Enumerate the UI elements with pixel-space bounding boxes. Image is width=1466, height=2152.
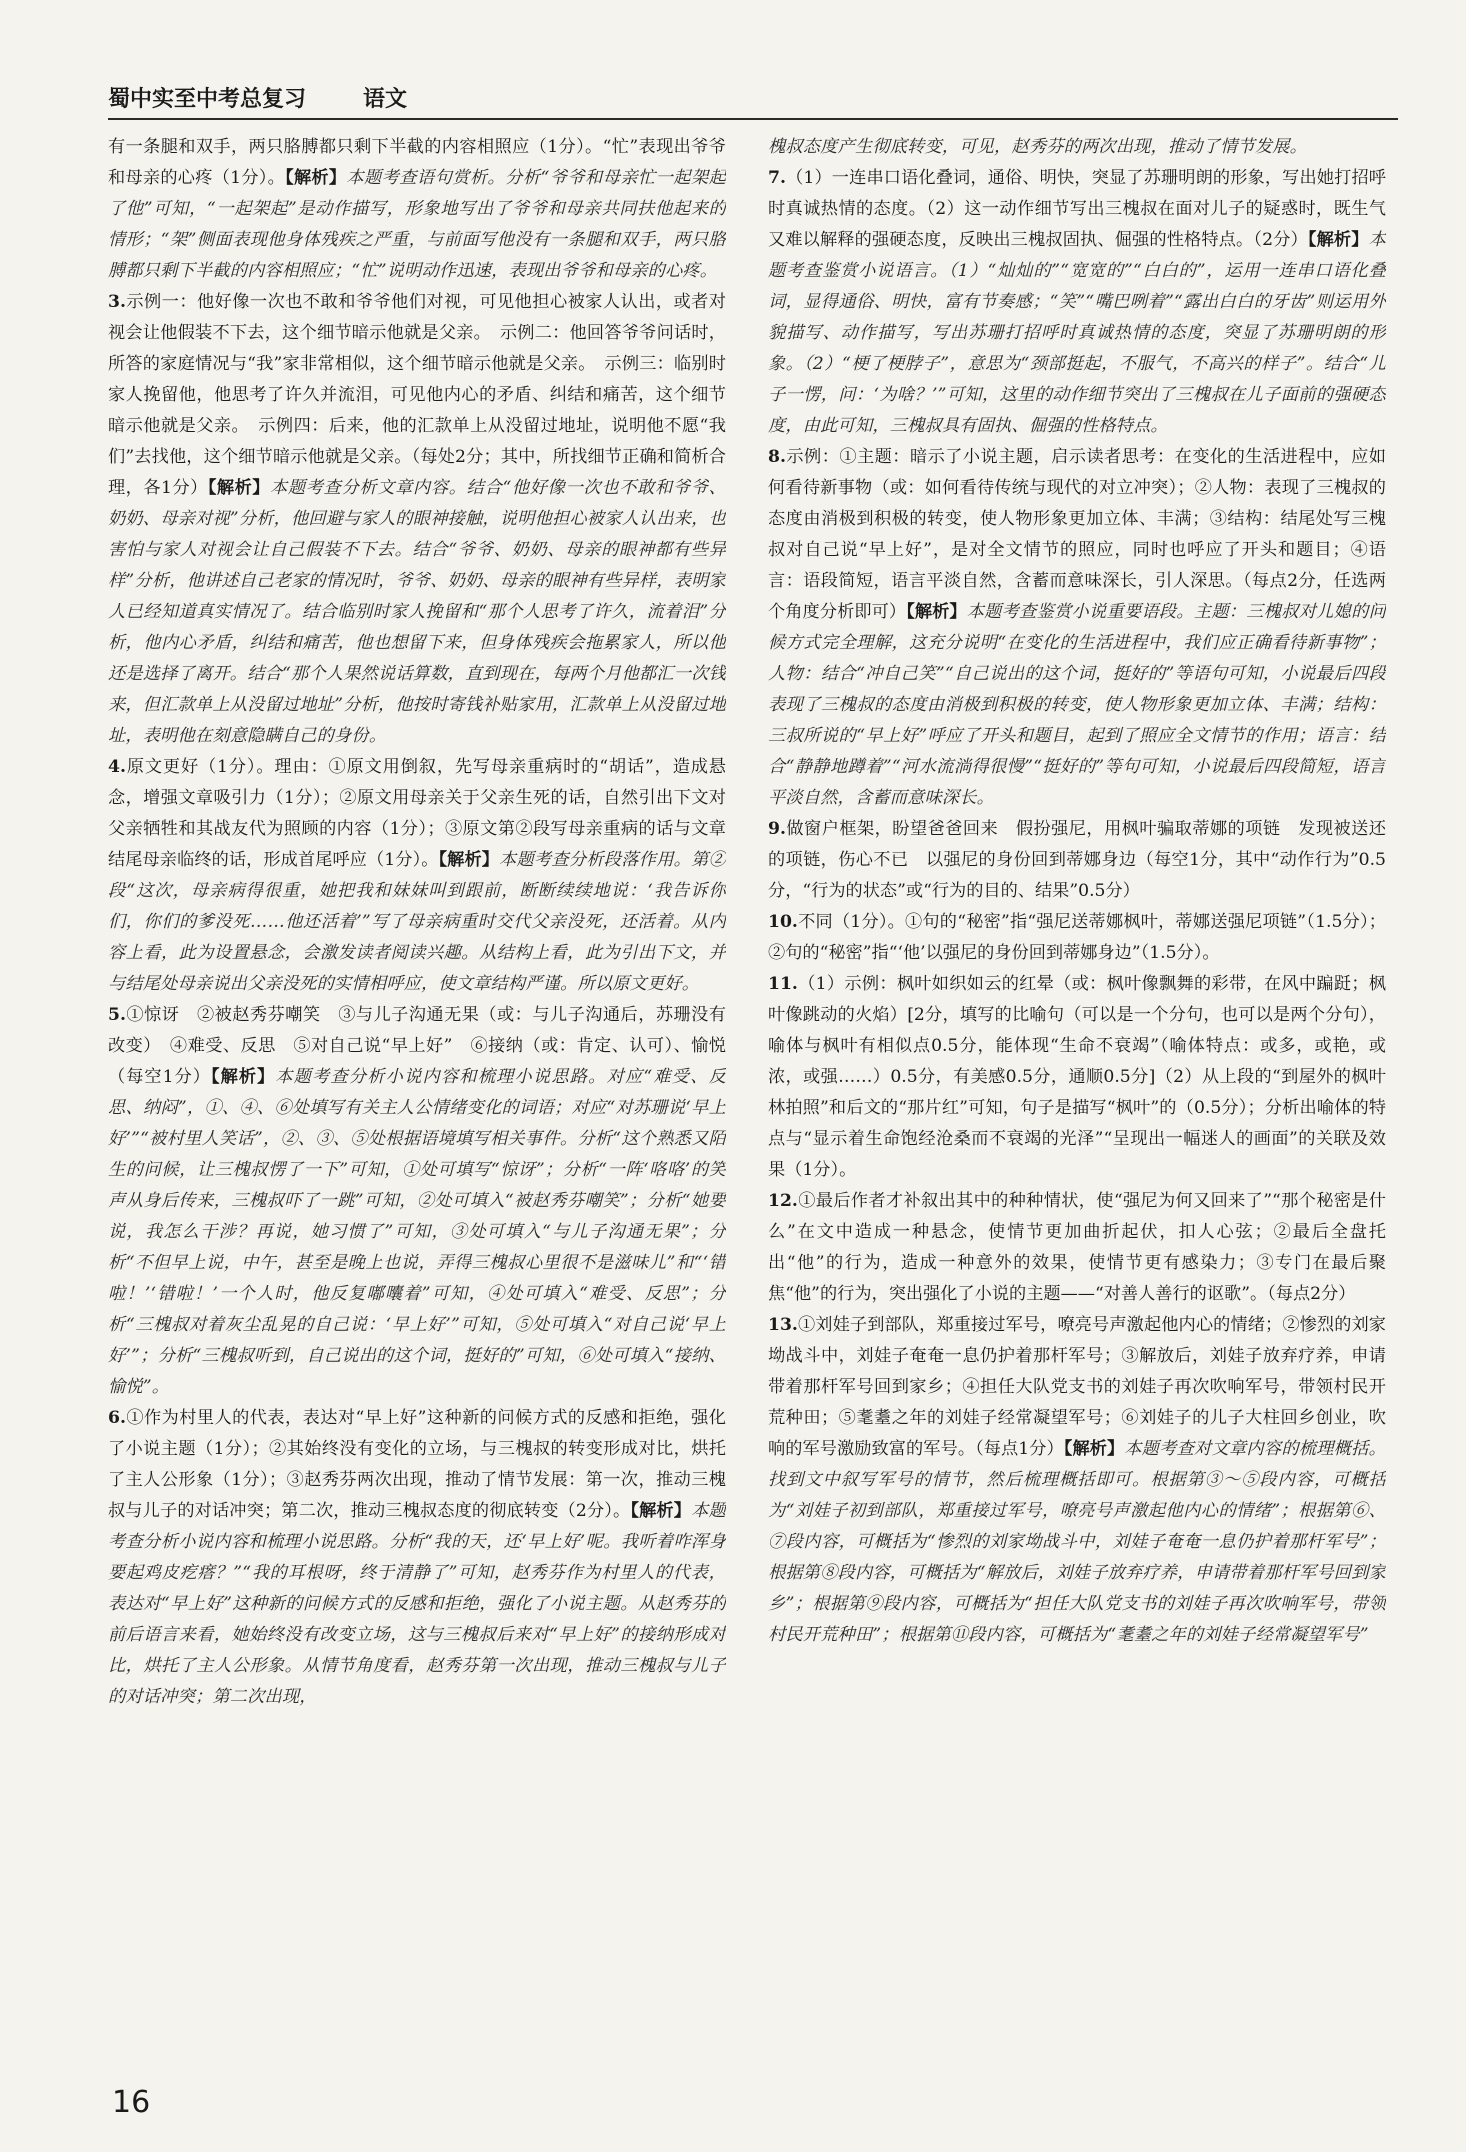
question-number: 13. bbox=[768, 1315, 798, 1335]
analysis-tag: 【解析】 bbox=[285, 168, 347, 188]
analysis-text: 本题考查对文章内容的梳理概括。找到文中叙写军号的情节，然后梳理概括即可。根据第③～⑤段内容，可概括为“刘娃子初到部队，郑重接过军号，嘹亮号声激起他内心的情绪”；根据第⑥、⑦段内容，可概括为“惨烈的刘家坳战斗中，刘娃子奄奄一息仍护着那杆军号”；根据第⑧段内容，可概括为“解放后，刘娃子放弃疗养，申请带着那杆军号回到家乡”；根据第⑨段内容，可概括为“担任大队党支书的刘娃子再次吹响军号，带领村民开荒种田”；根据第⑪段内容，可概括为“耄耋之年的刘娃子经常凝望军号” bbox=[768, 1439, 1386, 1645]
page-number: 16 bbox=[112, 2085, 151, 2120]
answer-text: 做窗户框架，盼望爸爸回来 假扮强尼，用枫叶骗取蒂娜的项链 发现被送还的项链，伤心不已 以强尼的身份回到蒂娜身边（每空1分，其中“动作行为”0.5分，“行为的状态”或“行为的目的、结果”0.5分） bbox=[768, 819, 1386, 901]
analysis-text: 本题考查鉴赏小说语言。（1）“灿灿的”“宽宽的”“白白的”，运用一连串口语化叠词，显得通俗、明快，富有节奏感；“笑”“嘴巴咧着”“露出白白的牙齿”则运用外貌描写、动作描写，写出苏珊打招呼时真诚热情的态度，突显了苏珊明朗的形象。（2）“梗了梗脖子”，意思为“颈部挺起，不服气，不高兴的样子”。结合“儿子一愣，问：‘为啥？’”可知，这里的动作细节突出了三槐叔在儿子面前的强硬态度，由此可知，三槐叔具有固执、倔强的性格特点。 bbox=[768, 230, 1386, 436]
question-number: 9. bbox=[768, 819, 786, 839]
analysis-text: 槐叔态度产生彻底转变，可见，赵秀芬的两次出现，推动了情节发展。 bbox=[768, 137, 1308, 157]
analysis-text: 本题考查鉴赏小说重要语段。主题：三槐叔对儿媳的问候方式完全理解，这充分说明“在变化的生活进程中，我们应正确看待新事物”；人物：结合“冲自己笑”“自己说出的这个词，挺好的”等语句可知，小说最后四段表现了三槐叔的态度由消极到积极的转变，使人物形象更加立体、丰满；结构：三叔所说的“早上好”呼应了开头和题目，起到了照应全文情节的作用；语言：结合“静静地蹲着”“河水流淌得很慢”“挺好的”等句可知，小说最后四段简短，语言平淡自然，含蓄而意味深长。 bbox=[768, 602, 1386, 808]
question-number: 12. bbox=[768, 1191, 798, 1211]
question-number: 3. bbox=[108, 292, 126, 312]
answer-text: 原文更好（1分）。理由：①原文用倒叙，先写母亲重病时的“胡话”，造成悬念，增强文章吸引力（1分）；②原文用母亲关于父亲生死的话，自然引出下文对父亲牺牲和其战友代为照顾的内容（1分）；③原文第②段写母亲重病的话与文章结尾母亲临终的话，形成首尾呼应（1分）。 bbox=[108, 757, 726, 870]
answer-text: （1）一连串口语化叠词，通俗、明快，突显了苏珊明朗的形象，写出她打招呼时真诚热情的态度。（2）这一动作细节写出三槐叔在面对儿子的疑惑时，既生气又难以解释的强硬态度，反映出三槐叔固执、倔强的性格特点。（2分） bbox=[768, 168, 1386, 250]
analysis-tag: 【解析】 bbox=[1063, 1439, 1125, 1459]
book-title: 蜀中实至中考总复习 bbox=[108, 87, 307, 112]
analysis-tag: 【解析】 bbox=[906, 602, 967, 622]
question-number: 7. bbox=[768, 168, 786, 188]
question-number: 6. bbox=[108, 1408, 126, 1428]
left-column bbox=[108, 132, 726, 2032]
answer-text: ①刘娃子到部队，郑重接过军号，嘹亮号声激起他内心的情绪；②惨烈的刘家坳战斗中，刘娃子奄奄一息仍护着那杆军号；③解放后，刘娃子放弃疗养，申请带着那杆军号回到家乡；④担任大队党支书的刘娃子再次吹响军号，带领村民开荒种田；⑤耄耋之年的刘娃子经常凝望军号；⑥刘娃子的儿子大柱回乡创业，吹响的军号激励致富的军号。（每点1分） bbox=[768, 1315, 1386, 1459]
question-number: 5. bbox=[108, 1005, 126, 1025]
question-number: 10. bbox=[768, 912, 798, 932]
analysis-text: 本题考查分析段落作用。第②段“这次，母亲病得很重，她把我和妹妹叫到跟前，断断续续地说：‘我告诉你们，你们的爹没死……他还活着’”写了母亲病重时交代父亲没死，还活着。从内容上看，此为设置悬念，会激发读者阅读兴趣。从结构上看，此为引出下文，并与结尾处母亲说出父亲没死的实情相呼应，使文章结构严谨。所以原文更好。 bbox=[108, 850, 726, 994]
answer-text: （1）示例：枫叶如织如云的红晕（或：枫叶像飘舞的彩带，在风中蹁跹；枫叶像跳动的火焰）[2分，填写的比喻句（可以是一个分句，也可以是两个分句），喻体与枫叶有相似点0.5分，能体现“生命不衰竭”（喻体特点：或多，或艳，或浓，或强……）0.5分，有美感0.5分，通顺0.5分]（2）从上段的“到屋外的枫叶林拍照”和后文的“那片红”可知，句子是描写“枫叶”的（0.5分）；分析出喻体的特点与“显示着生命饱经沧桑而不衰竭的光泽”“呈现出一幅迷人的画面”的关联及效果（1分）。 bbox=[768, 974, 1386, 1180]
subject-label: 语文 bbox=[363, 87, 408, 112]
answer-text: ①最后作者才补叙出其中的种种情状，使“强尼为何又回来了”“那个秘密是什么”在文中造成一种悬念，使情节更加曲折起伏，扣人心弦；②最后全盘托出“他”的行为，造成一种意外的效果，使情节更有感染力；③专门在最后聚焦“他”的行为，突出强化了小说的主题——“对善人善行的讴歌”。（每点2分） bbox=[768, 1191, 1386, 1304]
analysis-text: 本题考查分析小说内容和梳理小说思路。对应“难受、反思、纳闷”，①、④、⑥处填写有关主人公情绪变化的词语；对应“对苏珊说‘早上好’”“被村里人笑话”，②、③、⑤处根据语境填写相关事件。分析“这个熟悉又陌生的问候，让三槐叔愣了一下”可知，①处可填写“惊讶”；分析“一阵‘咯咯’的笑声从身后传来，三槐叔吓了一跳”可知，②处可填入“被赵秀芬嘲笑”；分析“她要说，我怎么干涉？再说，她习惯了”可知，③处可填入“与儿子沟通无果”；分析“不但早上说，中午，甚至是晚上也说，弄得三槐叔心里很不是滋味儿”和“‘错啦！’‘错啦！’一个人时，他反复嘟囔着”可知，④处可填入“难受、反思”；分析“三槐叔对着灰尘乱晃的自己说：‘早上好’”可知，⑤处可填入“对自己说‘早上好’”；分析“三槐叔听到，自己说出的这个词，挺好的”可知，⑥处可填入“接纳、愉悦”。 bbox=[108, 1067, 726, 1397]
answer-text-block bbox=[768, 132, 1386, 1651]
answer-text: 示例一：他好像一次也不敢和爷爷他们对视，可见他担心被家人认出，或者对视会让他假装不下去，这个细节暗示他就是父亲。 示例二：他回答爷爷问话时，所答的家庭情况与“我”家非常相似，这个细节暗示他就是父亲。 示例三：临别时家人挽留他，他思考了许久并流泪，可见他内心的矛盾、纠结和痛苦，这个细节暗示他就是父亲。 示例四：后来，他的汇款单上从没留过地址，说明他不愿“我们”去找他，这个细节暗示他就是父亲。（每处2分；其中，所找细节正确和简析合理，各1分） bbox=[108, 292, 726, 498]
analysis-tag: 【解析】 bbox=[1307, 230, 1369, 250]
answer-text: 有一条腿和双手，两只胳膊都只剩下半截的内容相照应（1分）。“忙”表现出爷爷和母亲的心疼（1分）。 bbox=[108, 137, 726, 188]
question-number: 4. bbox=[108, 757, 126, 777]
answer-text: ①作为村里人的代表，表达对“早上好”这种新的问候方式的反感和拒绝，强化了小说主题（1分）；②其始终没有变化的立场，与三槐叔的转变形成对比，烘托了主人公形象（1分）；③赵秀芬两次出现，推动了情节发展：第一次，推动三槐叔与儿子的对话冲突；第二次，推动三槐叔态度的彻底转变（2分）。 bbox=[108, 1408, 726, 1521]
analysis-tag: 【解析】 bbox=[207, 478, 270, 498]
analysis-tag: 【解析】 bbox=[438, 850, 499, 870]
page-header bbox=[108, 78, 1398, 120]
answer-text: ①惊讶 ②被赵秀芬嘲笑 ③与儿子沟通无果（或：与儿子沟通后，苏珊没有改变） ④难受、反思 ⑤对自己说“早上好” ⑥接纳（或：肯定、认可）、愉悦（每空1分） bbox=[108, 1005, 726, 1087]
right-column bbox=[768, 132, 1386, 2032]
answer-text: 不同（1分）。①句的“秘密”指“强尼送蒂娜枫叶，蒂娜送强尼项链”（1.5分）；②句的“秘密”指“‘他’以强尼的身份回到蒂娜身边”（1.5分）。 bbox=[768, 912, 1386, 963]
analysis-text: 本题考查分析小说内容和梳理小说思路。分析“我的天，还‘早上好’呢。我听着咋浑身要起鸡皮疙瘩？”“我的耳根呀，终于清静了”可知，赵秀芬作为村里人的代表，表达对“早上好”这种新的问候方式的反感和拒绝，强化了小说主题。从赵秀芬的前后语言来看，她始终没有改变立场，这与三槐叔后来对“早上好”的接纳形成对比，烘托了主人公形象。从情节角度看，赵秀芬第一次出现，推动三槐叔与儿子的对话冲突；第二次出现， bbox=[108, 1501, 726, 1707]
question-number: 8. bbox=[768, 447, 786, 467]
analysis-text: 本题考查语句赏析。分析“爷爷和母亲忙一起架起了他”可知，“一起架起”是动作描写，形象地写出了爷爷和母亲共同扶他起来的情形；“架”侧面表现他身体残疾之严重，与前面写他没有一条腿和双手，两只胳膊都只剩下半截的内容相照应；“忙”说明动作迅速，表现出爷爷和母亲的心疼。 bbox=[108, 168, 726, 281]
analysis-tag: 【解析】 bbox=[630, 1501, 692, 1521]
analysis-tag: 【解析】 bbox=[211, 1067, 276, 1087]
answer-text-block bbox=[108, 132, 726, 1713]
question-number: 11. bbox=[768, 974, 798, 994]
answer-text: 示例：①主题：暗示了小说主题，启示读者思考：在变化的生活进程中，应如何看待新事物（或：如何看待传统与现代的对立冲突）；②人物：表现了三槐叔的态度由消极到积极的转变，使人物形象更加立体、丰满；③结构：结尾处写三槐叔对自己说“早上好”，是对全文情节的照应，同时也呼应了开头和题目；④语言：语段简短，语言平淡自然，含蓄而意味深长，引人深思。（每点2分，任选两个角度分析即可） bbox=[768, 447, 1386, 622]
analysis-text: 本题考查分析文章内容。结合“他好像一次也不敢和爷爷、奶奶、母亲对视”分析，他回避与家人的眼神接触，说明他担心被家人认出来，也害怕与家人对视会让自己假装不下去。结合“爷爷、奶奶、母亲的眼神都有些异样”分析，他讲述自己老家的情况时，爷爷、奶奶、母亲的眼神有些异样，表明家人已经知道真实情况了。结合临别时家人挽留和“那个人思考了许久，流着泪”分析，他内心矛盾，纠结和痛苦，他也想留下来，但身体残疾会拖累家人，所以他还是选择了离开。结合“那个人果然说话算数，直到现在，每两个月他都汇一次钱来，但汇款单上从没留过地址”分析，他按时寄钱补贴家用，汇款单上从没留过地址，表明他在刻意隐瞒自己的身份。 bbox=[108, 478, 726, 746]
